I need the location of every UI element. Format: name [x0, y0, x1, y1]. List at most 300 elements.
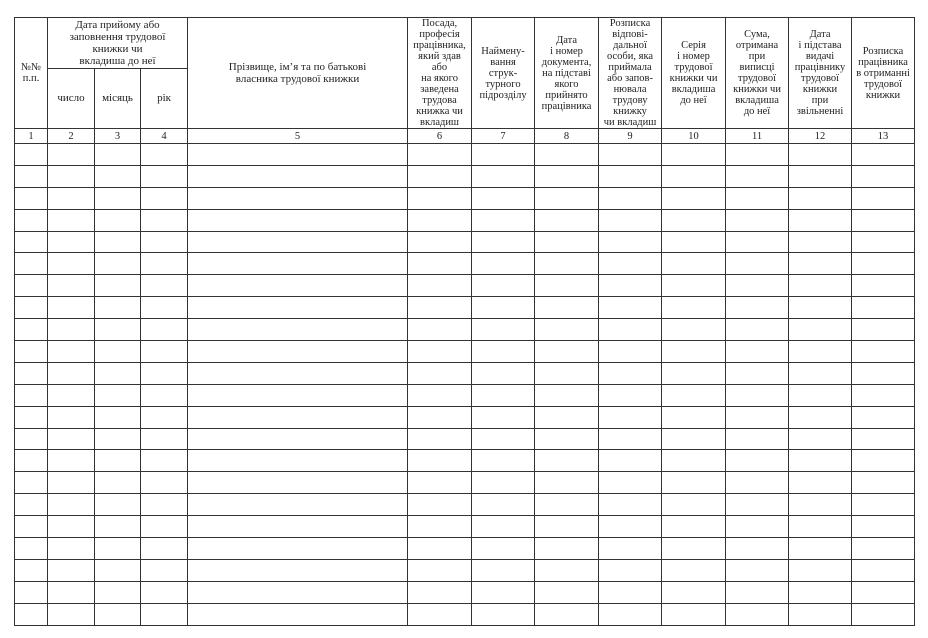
- table-cell[interactable]: [472, 297, 535, 319]
- table-cell[interactable]: [599, 362, 662, 384]
- table-cell[interactable]: [852, 581, 915, 603]
- table-cell[interactable]: [726, 319, 789, 341]
- table-cell[interactable]: [789, 144, 852, 166]
- table-cell[interactable]: [852, 341, 915, 363]
- table-cell[interactable]: [141, 603, 188, 625]
- table-cell[interactable]: [188, 538, 408, 560]
- table-cell[interactable]: [599, 144, 662, 166]
- table-cell[interactable]: [662, 319, 726, 341]
- table-cell[interactable]: [662, 187, 726, 209]
- table-cell[interactable]: [852, 538, 915, 560]
- table-cell[interactable]: [789, 297, 852, 319]
- table-cell[interactable]: [472, 406, 535, 428]
- table-cell[interactable]: [535, 231, 599, 253]
- table-cell[interactable]: [726, 581, 789, 603]
- table-cell[interactable]: [48, 603, 95, 625]
- table-cell[interactable]: [662, 472, 726, 494]
- header-document: Дата і номер документа, на підставі якого прийнято працівника: [535, 18, 599, 129]
- table-cell[interactable]: [535, 603, 599, 625]
- table-cell[interactable]: [141, 406, 188, 428]
- header-month: місяць: [95, 68, 141, 128]
- table-cell[interactable]: [48, 165, 95, 187]
- table-cell[interactable]: [408, 559, 472, 581]
- table-cell[interactable]: [852, 428, 915, 450]
- table-cell[interactable]: [662, 253, 726, 275]
- table-cell[interactable]: [48, 538, 95, 560]
- table-cell[interactable]: [188, 362, 408, 384]
- table-cell[interactable]: [852, 253, 915, 275]
- table-cell[interactable]: [726, 362, 789, 384]
- table-cell[interactable]: [15, 165, 48, 187]
- table-cell[interactable]: [15, 516, 48, 538]
- table-cell[interactable]: [48, 275, 95, 297]
- table-cell[interactable]: [48, 341, 95, 363]
- table-cell[interactable]: [95, 165, 141, 187]
- table-cell[interactable]: [188, 494, 408, 516]
- table-cell[interactable]: [852, 144, 915, 166]
- table-cell[interactable]: [141, 450, 188, 472]
- table-cell[interactable]: [95, 516, 141, 538]
- table-cell[interactable]: [408, 450, 472, 472]
- table-cell[interactable]: [535, 187, 599, 209]
- table-cell[interactable]: [95, 187, 141, 209]
- table-cell[interactable]: [789, 165, 852, 187]
- table-cell[interactable]: [726, 450, 789, 472]
- table-cell[interactable]: [188, 603, 408, 625]
- table-cell[interactable]: [599, 384, 662, 406]
- table-row: [15, 319, 915, 341]
- table-cell[interactable]: [726, 231, 789, 253]
- table-cell[interactable]: [599, 275, 662, 297]
- table-cell[interactable]: [852, 450, 915, 472]
- table-cell[interactable]: [726, 472, 789, 494]
- table-cell[interactable]: [789, 253, 852, 275]
- table-cell[interactable]: [852, 406, 915, 428]
- table-cell[interactable]: [599, 428, 662, 450]
- column-number: 13: [852, 129, 915, 144]
- table-cell[interactable]: [662, 538, 726, 560]
- table-cell[interactable]: [472, 165, 535, 187]
- table-cell[interactable]: [662, 362, 726, 384]
- table-cell[interactable]: [662, 341, 726, 363]
- table-cell[interactable]: [188, 516, 408, 538]
- table-cell[interactable]: [726, 559, 789, 581]
- table-cell[interactable]: [599, 209, 662, 231]
- table-cell[interactable]: [141, 494, 188, 516]
- table-cell[interactable]: [141, 144, 188, 166]
- table-cell[interactable]: [662, 406, 726, 428]
- table-cell[interactable]: [15, 494, 48, 516]
- table-cell[interactable]: [599, 450, 662, 472]
- table-cell[interactable]: [852, 231, 915, 253]
- table-cell[interactable]: [141, 209, 188, 231]
- table-cell[interactable]: [726, 253, 789, 275]
- table-cell[interactable]: [472, 362, 535, 384]
- table-cell[interactable]: [15, 384, 48, 406]
- table-cell[interactable]: [535, 165, 599, 187]
- table-cell[interactable]: [408, 603, 472, 625]
- table-cell[interactable]: [48, 253, 95, 275]
- table-cell[interactable]: [408, 165, 472, 187]
- table-cell[interactable]: [599, 253, 662, 275]
- table-cell[interactable]: [408, 231, 472, 253]
- table-cell[interactable]: [408, 581, 472, 603]
- table-cell[interactable]: [535, 406, 599, 428]
- table-cell[interactable]: [15, 187, 48, 209]
- table-cell[interactable]: [789, 581, 852, 603]
- table-cell[interactable]: [535, 319, 599, 341]
- table-cell[interactable]: [188, 472, 408, 494]
- table-cell[interactable]: [188, 297, 408, 319]
- table-cell[interactable]: [15, 341, 48, 363]
- table-cell[interactable]: [15, 144, 48, 166]
- table-cell[interactable]: [48, 406, 95, 428]
- table-cell[interactable]: [789, 559, 852, 581]
- table-cell[interactable]: [852, 516, 915, 538]
- table-cell[interactable]: [789, 384, 852, 406]
- table-cell[interactable]: [48, 209, 95, 231]
- table-cell[interactable]: [48, 450, 95, 472]
- table-cell[interactable]: [408, 494, 472, 516]
- register-body: [15, 144, 915, 626]
- table-cell[interactable]: [852, 319, 915, 341]
- table-cell[interactable]: [599, 581, 662, 603]
- table-cell[interactable]: [141, 362, 188, 384]
- table-cell[interactable]: [188, 559, 408, 581]
- table-cell[interactable]: [141, 253, 188, 275]
- table-cell[interactable]: [95, 472, 141, 494]
- table-cell[interactable]: [15, 297, 48, 319]
- table-cell[interactable]: [726, 297, 789, 319]
- table-cell[interactable]: [48, 559, 95, 581]
- table-cell[interactable]: [141, 297, 188, 319]
- table-cell[interactable]: [472, 384, 535, 406]
- table-cell[interactable]: [408, 341, 472, 363]
- table-cell[interactable]: [408, 319, 472, 341]
- table-cell[interactable]: [662, 384, 726, 406]
- table-cell[interactable]: [15, 450, 48, 472]
- table-cell[interactable]: [662, 450, 726, 472]
- table-cell[interactable]: [408, 144, 472, 166]
- table-cell[interactable]: [15, 538, 48, 560]
- table-cell[interactable]: [852, 494, 915, 516]
- table-cell[interactable]: [662, 559, 726, 581]
- table-cell[interactable]: [789, 209, 852, 231]
- table-cell[interactable]: [472, 472, 535, 494]
- table-cell[interactable]: [726, 275, 789, 297]
- table-cell[interactable]: [535, 472, 599, 494]
- table-cell[interactable]: [472, 494, 535, 516]
- table-cell[interactable]: [408, 362, 472, 384]
- table-cell[interactable]: [15, 428, 48, 450]
- table-cell[interactable]: [188, 428, 408, 450]
- table-cell[interactable]: [48, 472, 95, 494]
- table-cell[interactable]: [852, 187, 915, 209]
- table-cell[interactable]: [789, 450, 852, 472]
- table-cell[interactable]: [472, 187, 535, 209]
- table-cell[interactable]: [188, 406, 408, 428]
- table-cell[interactable]: [48, 362, 95, 384]
- table-cell[interactable]: [408, 384, 472, 406]
- table-cell[interactable]: [662, 275, 726, 297]
- table-cell[interactable]: [535, 341, 599, 363]
- table-cell[interactable]: [188, 253, 408, 275]
- table-cell[interactable]: [95, 231, 141, 253]
- table-cell[interactable]: [408, 209, 472, 231]
- table-cell[interactable]: [188, 450, 408, 472]
- table-cell[interactable]: [408, 472, 472, 494]
- table-cell[interactable]: [535, 450, 599, 472]
- table-cell[interactable]: [599, 297, 662, 319]
- table-cell[interactable]: [188, 231, 408, 253]
- table-cell[interactable]: [789, 428, 852, 450]
- table-cell[interactable]: [852, 275, 915, 297]
- table-cell[interactable]: [15, 319, 48, 341]
- table-cell[interactable]: [472, 231, 535, 253]
- table-cell[interactable]: [852, 362, 915, 384]
- table-cell[interactable]: [472, 275, 535, 297]
- table-cell[interactable]: [789, 516, 852, 538]
- table-cell[interactable]: [408, 253, 472, 275]
- table-cell[interactable]: [789, 275, 852, 297]
- table-cell[interactable]: [535, 275, 599, 297]
- table-cell[interactable]: [15, 472, 48, 494]
- table-cell[interactable]: [599, 603, 662, 625]
- table-cell[interactable]: [188, 275, 408, 297]
- table-cell[interactable]: [188, 187, 408, 209]
- table-cell[interactable]: [472, 581, 535, 603]
- table-cell[interactable]: [726, 603, 789, 625]
- column-number: 2: [48, 129, 95, 144]
- table-cell[interactable]: [472, 144, 535, 166]
- table-cell[interactable]: [95, 538, 141, 560]
- table-cell[interactable]: [48, 494, 95, 516]
- table-cell[interactable]: [535, 494, 599, 516]
- table-cell[interactable]: [408, 275, 472, 297]
- table-cell[interactable]: [726, 516, 789, 538]
- table-cell[interactable]: [599, 559, 662, 581]
- table-cell[interactable]: [599, 538, 662, 560]
- table-cell[interactable]: [789, 341, 852, 363]
- table-cell[interactable]: [472, 516, 535, 538]
- column-number: 11: [726, 129, 789, 144]
- table-cell[interactable]: [472, 559, 535, 581]
- table-cell[interactable]: [472, 319, 535, 341]
- table-cell[interactable]: [599, 319, 662, 341]
- table-cell[interactable]: [15, 275, 48, 297]
- table-cell[interactable]: [599, 472, 662, 494]
- header-responsible-receipt: Розписка відпові- дальної особи, яка приймала або запов- нювала трудову книжку чи вкладиш: [599, 18, 662, 129]
- table-cell[interactable]: [408, 538, 472, 560]
- table-cell[interactable]: [48, 187, 95, 209]
- table-cell[interactable]: [95, 297, 141, 319]
- table-cell[interactable]: [726, 341, 789, 363]
- table-cell[interactable]: [48, 144, 95, 166]
- table-cell[interactable]: [95, 319, 141, 341]
- table-cell[interactable]: [95, 253, 141, 275]
- table-row: [15, 450, 915, 472]
- column-number: 6: [408, 129, 472, 144]
- table-cell[interactable]: [15, 253, 48, 275]
- table-cell[interactable]: [95, 450, 141, 472]
- table-cell[interactable]: [599, 165, 662, 187]
- table-cell[interactable]: [662, 603, 726, 625]
- table-cell[interactable]: [662, 165, 726, 187]
- table-cell[interactable]: [95, 581, 141, 603]
- table-cell[interactable]: [95, 209, 141, 231]
- table-cell[interactable]: [141, 187, 188, 209]
- table-cell[interactable]: [726, 384, 789, 406]
- table-cell[interactable]: [599, 406, 662, 428]
- table-cell[interactable]: [188, 581, 408, 603]
- table-cell[interactable]: [726, 209, 789, 231]
- table-cell[interactable]: [535, 428, 599, 450]
- table-cell[interactable]: [408, 516, 472, 538]
- table-cell[interactable]: [15, 581, 48, 603]
- table-row: [15, 209, 915, 231]
- column-number: 3: [95, 129, 141, 144]
- table-cell[interactable]: [408, 428, 472, 450]
- table-cell[interactable]: [48, 516, 95, 538]
- table-cell[interactable]: [789, 406, 852, 428]
- table-row: [15, 472, 915, 494]
- table-cell[interactable]: [95, 494, 141, 516]
- table-cell[interactable]: [789, 603, 852, 625]
- table-cell[interactable]: [141, 384, 188, 406]
- table-cell[interactable]: [726, 144, 789, 166]
- table-cell[interactable]: [141, 559, 188, 581]
- table-cell[interactable]: [852, 297, 915, 319]
- table-cell[interactable]: [789, 538, 852, 560]
- table-cell[interactable]: [408, 406, 472, 428]
- table-cell[interactable]: [408, 187, 472, 209]
- table-cell[interactable]: [662, 144, 726, 166]
- table-cell[interactable]: [599, 494, 662, 516]
- table-cell[interactable]: [789, 472, 852, 494]
- table-cell[interactable]: [726, 406, 789, 428]
- table-cell[interactable]: [599, 341, 662, 363]
- table-cell[interactable]: [472, 209, 535, 231]
- table-cell[interactable]: [789, 319, 852, 341]
- table-cell[interactable]: [141, 165, 188, 187]
- table-cell[interactable]: [188, 144, 408, 166]
- table-cell[interactable]: [852, 472, 915, 494]
- table-cell[interactable]: [472, 253, 535, 275]
- table-cell[interactable]: [599, 516, 662, 538]
- table-cell[interactable]: [95, 603, 141, 625]
- table-cell[interactable]: [48, 428, 95, 450]
- table-cell[interactable]: [48, 319, 95, 341]
- table-cell[interactable]: [472, 603, 535, 625]
- table-cell[interactable]: [599, 231, 662, 253]
- table-cell[interactable]: [141, 581, 188, 603]
- table-cell[interactable]: [48, 297, 95, 319]
- table-cell[interactable]: [48, 384, 95, 406]
- table-cell[interactable]: [95, 362, 141, 384]
- table-cell[interactable]: [188, 341, 408, 363]
- table-cell[interactable]: [852, 603, 915, 625]
- table-cell[interactable]: [15, 559, 48, 581]
- table-cell[interactable]: [188, 384, 408, 406]
- table-cell[interactable]: [852, 384, 915, 406]
- table-cell[interactable]: [535, 144, 599, 166]
- table-cell[interactable]: [726, 187, 789, 209]
- table-cell[interactable]: [141, 428, 188, 450]
- table-cell[interactable]: [95, 428, 141, 450]
- table-cell[interactable]: [726, 428, 789, 450]
- table-cell[interactable]: [141, 231, 188, 253]
- table-cell[interactable]: [472, 428, 535, 450]
- table-cell[interactable]: [15, 362, 48, 384]
- table-cell[interactable]: [188, 319, 408, 341]
- table-cell[interactable]: [535, 581, 599, 603]
- table-cell[interactable]: [15, 231, 48, 253]
- table-cell[interactable]: [852, 209, 915, 231]
- table-cell[interactable]: [408, 297, 472, 319]
- table-cell[interactable]: [535, 516, 599, 538]
- table-cell[interactable]: [535, 297, 599, 319]
- table-cell[interactable]: [141, 516, 188, 538]
- table-cell[interactable]: [726, 538, 789, 560]
- table-cell[interactable]: [95, 384, 141, 406]
- table-cell[interactable]: [535, 559, 599, 581]
- table-cell[interactable]: [15, 406, 48, 428]
- table-cell[interactable]: [852, 559, 915, 581]
- table-cell[interactable]: [472, 450, 535, 472]
- table-cell[interactable]: [141, 341, 188, 363]
- table-cell[interactable]: [95, 275, 141, 297]
- table-cell[interactable]: [535, 538, 599, 560]
- table-cell[interactable]: [472, 341, 535, 363]
- table-cell[interactable]: [599, 187, 662, 209]
- table-cell[interactable]: [472, 538, 535, 560]
- table-row: [15, 494, 915, 516]
- table-cell[interactable]: [726, 165, 789, 187]
- table-cell[interactable]: [535, 362, 599, 384]
- table-cell[interactable]: [662, 428, 726, 450]
- table-cell[interactable]: [15, 603, 48, 625]
- table-cell[interactable]: [141, 472, 188, 494]
- table-cell[interactable]: [789, 494, 852, 516]
- table-cell[interactable]: [95, 406, 141, 428]
- table-cell[interactable]: [188, 165, 408, 187]
- table-cell[interactable]: [662, 516, 726, 538]
- table-cell[interactable]: [188, 209, 408, 231]
- table-cell[interactable]: [789, 362, 852, 384]
- table-cell[interactable]: [15, 209, 48, 231]
- table-cell[interactable]: [141, 538, 188, 560]
- table-cell[interactable]: [662, 209, 726, 231]
- table-cell[interactable]: [662, 494, 726, 516]
- table-cell[interactable]: [48, 581, 95, 603]
- table-cell[interactable]: [662, 297, 726, 319]
- table-cell[interactable]: [95, 341, 141, 363]
- table-cell[interactable]: [48, 231, 95, 253]
- table-cell[interactable]: [789, 231, 852, 253]
- table-cell[interactable]: [535, 384, 599, 406]
- table-cell[interactable]: [141, 275, 188, 297]
- table-cell[interactable]: [141, 319, 188, 341]
- table-cell[interactable]: [535, 253, 599, 275]
- table-cell[interactable]: [95, 559, 141, 581]
- table-cell[interactable]: [535, 209, 599, 231]
- table-cell[interactable]: [662, 231, 726, 253]
- table-cell[interactable]: [726, 494, 789, 516]
- table-cell[interactable]: [789, 187, 852, 209]
- table-cell[interactable]: [852, 165, 915, 187]
- table-cell[interactable]: [662, 581, 726, 603]
- table-cell[interactable]: [95, 144, 141, 166]
